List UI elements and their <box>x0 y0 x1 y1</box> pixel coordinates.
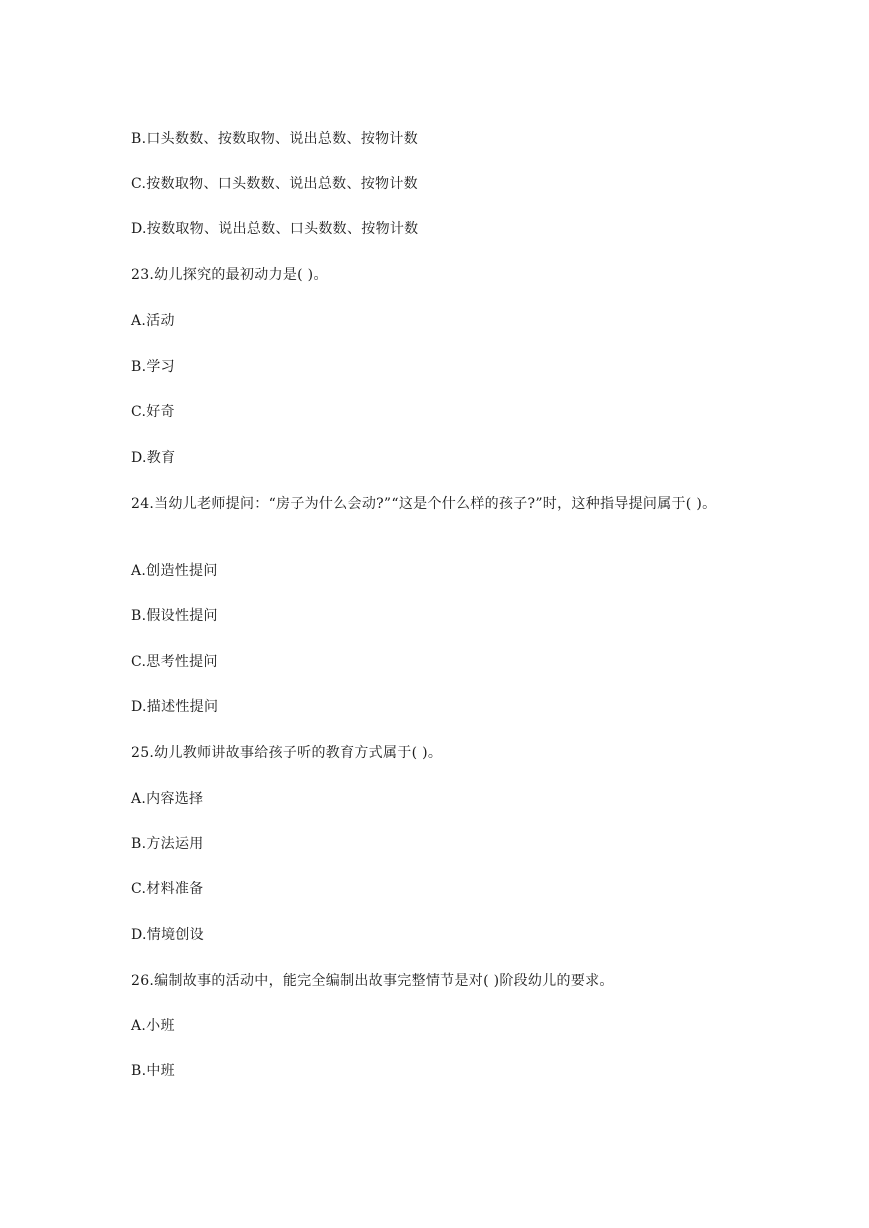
q23-option-a: A.活动 <box>131 313 175 329</box>
q22-option-b: B.口头数数、按数取物、说出总数、按物计数 <box>131 131 419 147</box>
q24-question: 24.当幼儿老师提问：“房子为什么会动?”“这是个什么样的孩子?”时，这种指导提问属于( )。 <box>131 496 717 512</box>
q22-option-d: D.按数取物、说出总数、口头数数、按物计数 <box>131 221 419 237</box>
q25-question: 25.幼儿教师讲故事给孩子听的教育方式属于( )。 <box>131 745 443 761</box>
q24-option-b: B.假设性提问 <box>131 608 218 624</box>
q25-option-a: A.内容选择 <box>131 791 204 807</box>
q23-option-d: D.教育 <box>131 450 176 466</box>
q26-option-a: A.小班 <box>131 1018 175 1034</box>
q25-option-c: C.材料准备 <box>131 881 204 897</box>
q23-question: 23.幼儿探究的最初动力是( )。 <box>131 267 328 283</box>
q23-option-b: B.学习 <box>131 359 175 375</box>
q24-option-d: D.描述性提问 <box>131 699 219 715</box>
q26-question: 26.编制故事的活动中，能完全编制出故事完整情节是对( )阶段幼儿的要求。 <box>131 973 614 989</box>
q25-option-b: B.方法运用 <box>131 836 204 852</box>
q24-option-c: C.思考性提问 <box>131 654 218 670</box>
q25-option-d: D.情境创设 <box>131 927 204 943</box>
q23-option-c: C.好奇 <box>131 404 175 420</box>
q26-option-b: B.中班 <box>131 1063 175 1079</box>
q24-option-a: A.创造性提问 <box>131 563 218 579</box>
q22-option-c: C.按数取物、口头数数、说出总数、按物计数 <box>131 176 418 192</box>
